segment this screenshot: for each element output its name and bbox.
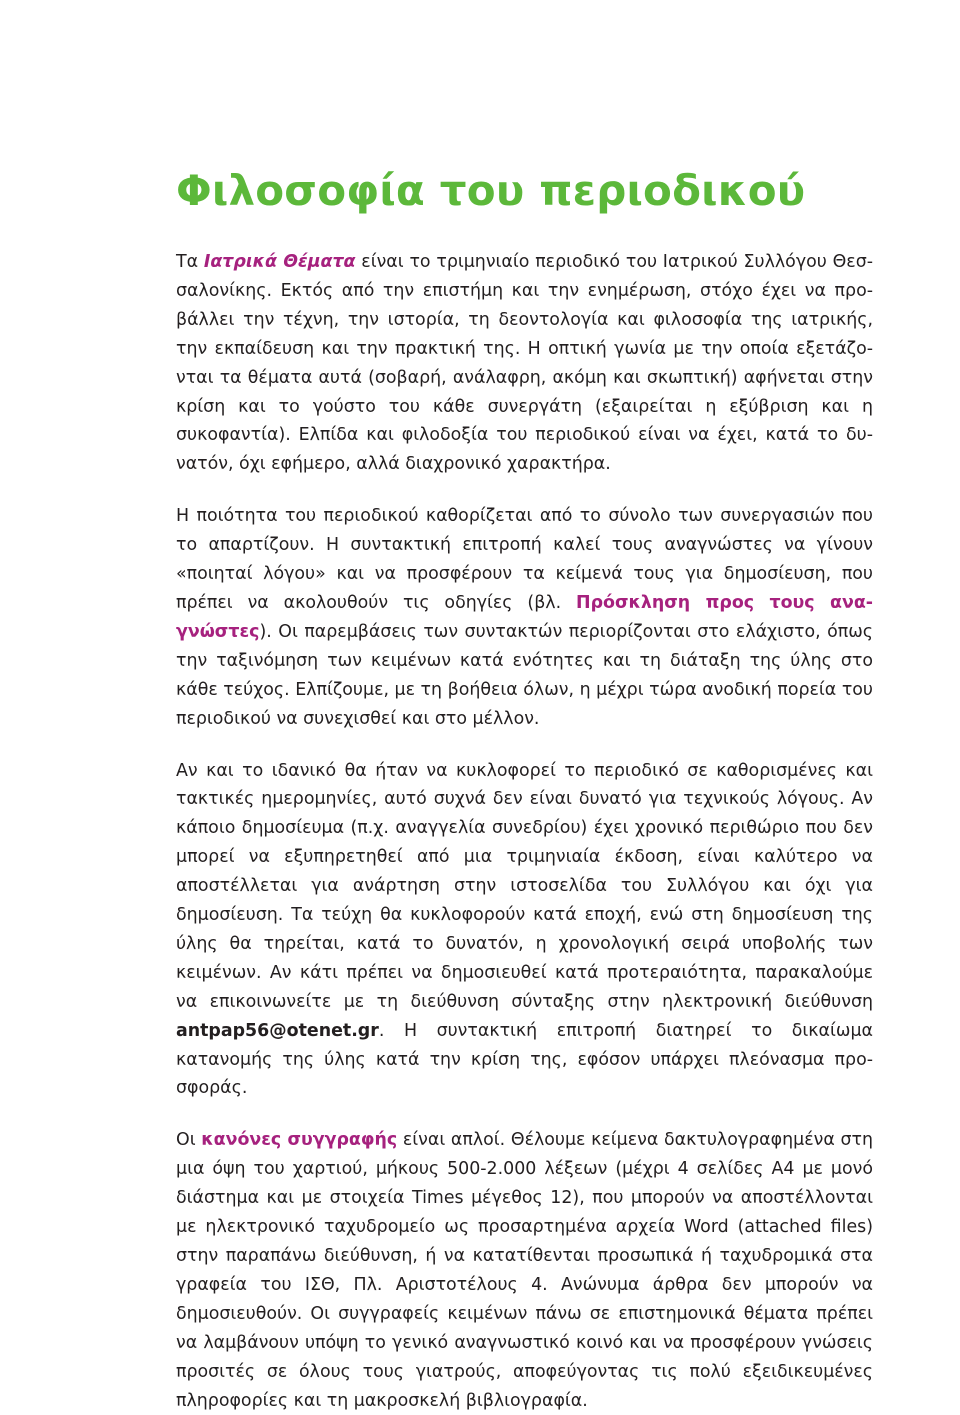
paragraph-text: . Η συντακτική επιτροπή διατηρεί το δικαίωμα κατανομής της ύλης κατά την κρίση της, εφόσον υπάρχει πλεόνασμα προσφοράς. xyxy=(176,1020,873,1099)
paragraph-schedule xyxy=(176,757,873,1104)
invitation-link[interactable]: Πρόσκληση προς τους αναγνώστες xyxy=(176,592,874,642)
paragraph-text: Οι xyxy=(176,1130,202,1151)
document-page xyxy=(176,166,873,1415)
paragraph-text: είναι απλοί. Θέλουμε κείμενα δακτυλογραφημένα στη μια όψη του χαρτιού, μήκους 500-2.000 λέξεων (μέχρι 4 σελίδες Α4 με μονό διάστημα και με στοιχεία Times μέγεθος 12), που μπορούν να αποστέλλονται με ηλεκτρονικό ταχυδρομείο ως προσαρτημένα αρχεία Word (attached files) στην παραπάνω διεύθυνση, ή να κατατίθενται προσωπικά ή ταχυδρομικά στα γραφεία του ΙΣΘ, Πλ. Αριστοτέλους 4. Ανώνυμα άρθρα δεν μπορούν να δημοσιευθούν. Οι συγγραφείς κειμένων πάνω σε επιστημονικά θέματα πρέπει να λαμβάνουν υπόψη το γενικό αναγνωστικό κοινό και να προσφέρουν γνώσεις προσιτές σε όλους τους γιατρούς, αποφεύγοντας τις πολύ εξειδικευμένες πληροφορίες και τη μακροσκελή βιβλιογραφία. xyxy=(176,1130,874,1411)
paragraph-text: ). Οι παρεμβάσεις των συντακτών περιορίζονται στο ελάχιστο, όπως την ταξινόμηση των κειμένων κατά ενότητες και τη διάταξη της ύλης στο κάθε τεύχος. Ελπίζουμε, με τη βοήθεια όλων, η μέχρι τώρα ανοδική πορεία του περιοδικού να συνεχισθεί και στο μέλλον. xyxy=(176,621,873,729)
email-link[interactable]: antpap56@otenet.gr xyxy=(176,1020,379,1041)
writing-rules-link[interactable]: κανόνες συγγραφής xyxy=(201,1130,398,1151)
paragraph-quality xyxy=(176,502,873,733)
paragraph-text: Τα xyxy=(176,252,204,272)
paragraph-text: Η ποιότητα του περιοδικού καθορίζεται από το σύνολο των συνεργασιών που το απαρτίζουν. Η συντακτική επιτροπή καλεί τους αναγνώστες να γίνουν «ποιηταί λόγου» και να προσφέρουν τα κείμενά τους για δημοσίευση, που πρέπει να ακολουθούν τις οδηγίες (βλ. xyxy=(176,506,873,613)
paragraph-intro xyxy=(176,248,873,479)
page-title: Φιλοσοφία του περιοδικού xyxy=(176,166,806,215)
paragraph-text: είναι το τριμηνιαίο περιοδικό του Ιατρικού Συλλόγου Θεσσαλονίκης. Εκτός από την επιστήμη και την ενημέρωση, στόχο έχει να προβάλλει την τέχνη, την ιστορία, τη δεοντολογία και φιλοσοφία της ιατρικής, την εκπαίδευση και την πρακτική της. Η οπτική γωνία με την οποία εξετάζονται τα θέματα αυτά (σοβαρή, ανάλαφρη, ακόμη και σκωπτική) αφήνεται στην κρίση και το γούστο του κάθε συνεργάτη (εξαιρείται η εξύβριση και η συκοφαντία). Ελπίδα και φιλοδοξία του περιοδικού είναι να έχει, κατά το δυνατόν, όχι εφήμερο, αλλά διαχρονικό χαρακτήρα. xyxy=(176,252,873,475)
paragraph-rules xyxy=(176,1126,873,1415)
journal-name: Ιατρικά Θέματα xyxy=(203,252,356,272)
paragraph-text: Αν και το ιδανικό θα ήταν να κυκλοφορεί το περιοδικό σε καθορισμένες και τακτικές ημερομηνίες, αυτό συχνά δεν είναι δυνατό για τεχνικούς λόγους. Αν κάποιο δημοσίευμα (π.χ. αναγγελία συνεδρίου) έχει χρονικό περιθώριο που δεν μπορεί να εξυπηρετηθεί από μια τριμηνιαία έκδοση, είναι καλύτερο να αποστέλλεται για ανάρτηση στην ιστοσελίδα του Συλλόγου και όχι για δημοσίευση. Τα τεύχη θα κυκλοφορούν κατά εποχή, ενώ στη δημοσίευση της ύλης θα τηρείται, κατά το δυνατόν, η χρονολογική σειρά υποβολής των κειμένων. Αν κάτι πρέπει να δημοσιευθεί κατά προτεραιότητα, παρακαλούμε να επικοινωνείτε με τη διεύθυνση σύνταξης στην ηλεκτρονική διεύθυνση xyxy=(176,760,873,1012)
